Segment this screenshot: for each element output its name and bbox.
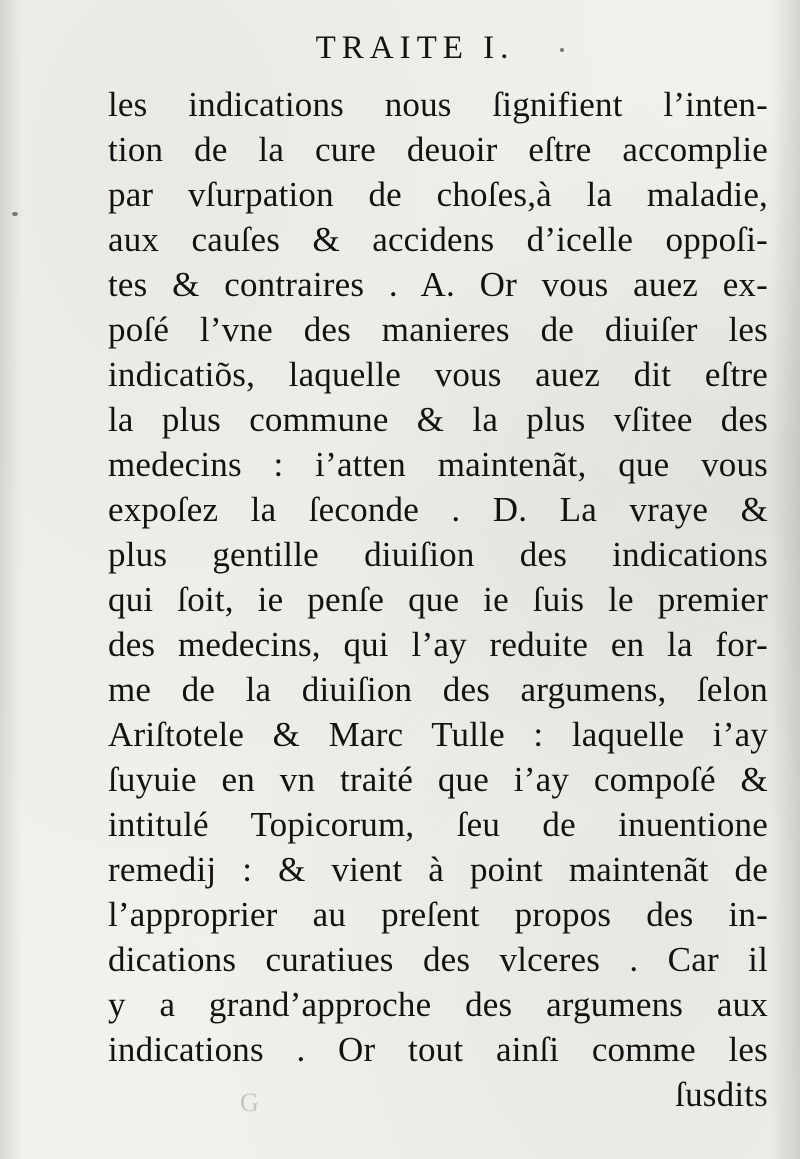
text-line: intitulé Topicorum, ſeu de inuentione (108, 805, 768, 844)
text-line: Ariſtotele & Marc Tulle : laquelle i’ay (108, 715, 768, 754)
ink-speck (560, 48, 564, 52)
text-line: aux cauſes & accidens d’icelle oppoſi- (108, 220, 768, 259)
text-line: expoſez la ſeconde . D. La vraye & (108, 490, 768, 529)
text-line: tion de la cure deuoir eſtre accomplie (108, 130, 768, 169)
text-line: dications curatiues des vlceres . Car il (108, 940, 768, 979)
text-line: tes & contraires . A. Or vous auez ex- (108, 265, 768, 304)
text-line: y a grand’approche des argumens aux (108, 985, 768, 1024)
body-text (108, 82, 768, 1117)
ink-speck (12, 212, 18, 216)
page-edge-shadow (770, 0, 800, 1159)
text-line: medecins : i’atten maintenãt, que vous (108, 445, 768, 484)
catchword: ſusdits (675, 1075, 768, 1114)
text-line: indications . Or tout ainſi comme les (108, 1030, 768, 1069)
running-head: TRAITE I. (315, 30, 515, 66)
text-line: ſuyuie en vn traité que i’ay compoſé & (108, 760, 768, 799)
text-line: me de la diuiſion des argumens, ſelon (108, 670, 768, 709)
text-line: par vſurpation de choſes,à la maladie, (108, 175, 768, 214)
text-line: des medecins, qui l’ay reduite en la for- (108, 625, 768, 664)
text-line: qui ſoit, ie penſe que ie ſuis le premier (108, 580, 768, 619)
text-line: remedij : & vient à point maintenãt de (108, 850, 768, 889)
text-line: plus gentille diuiſion des indications (108, 535, 768, 574)
page-gutter-shadow (0, 0, 22, 1159)
text-line: les indications nous ſignifient l’inten- (108, 85, 768, 124)
text-line: l’approprier au preſent propos des in- (108, 895, 768, 934)
signature-mark: G (240, 1088, 259, 1117)
text-line: poſé l’vne des manieres de diuiſer les (108, 310, 768, 349)
text-line: indicatiõs, laquelle vous auez dit eſtre (108, 355, 768, 394)
text-line: la plus commune & la plus vſitee des (108, 400, 768, 439)
